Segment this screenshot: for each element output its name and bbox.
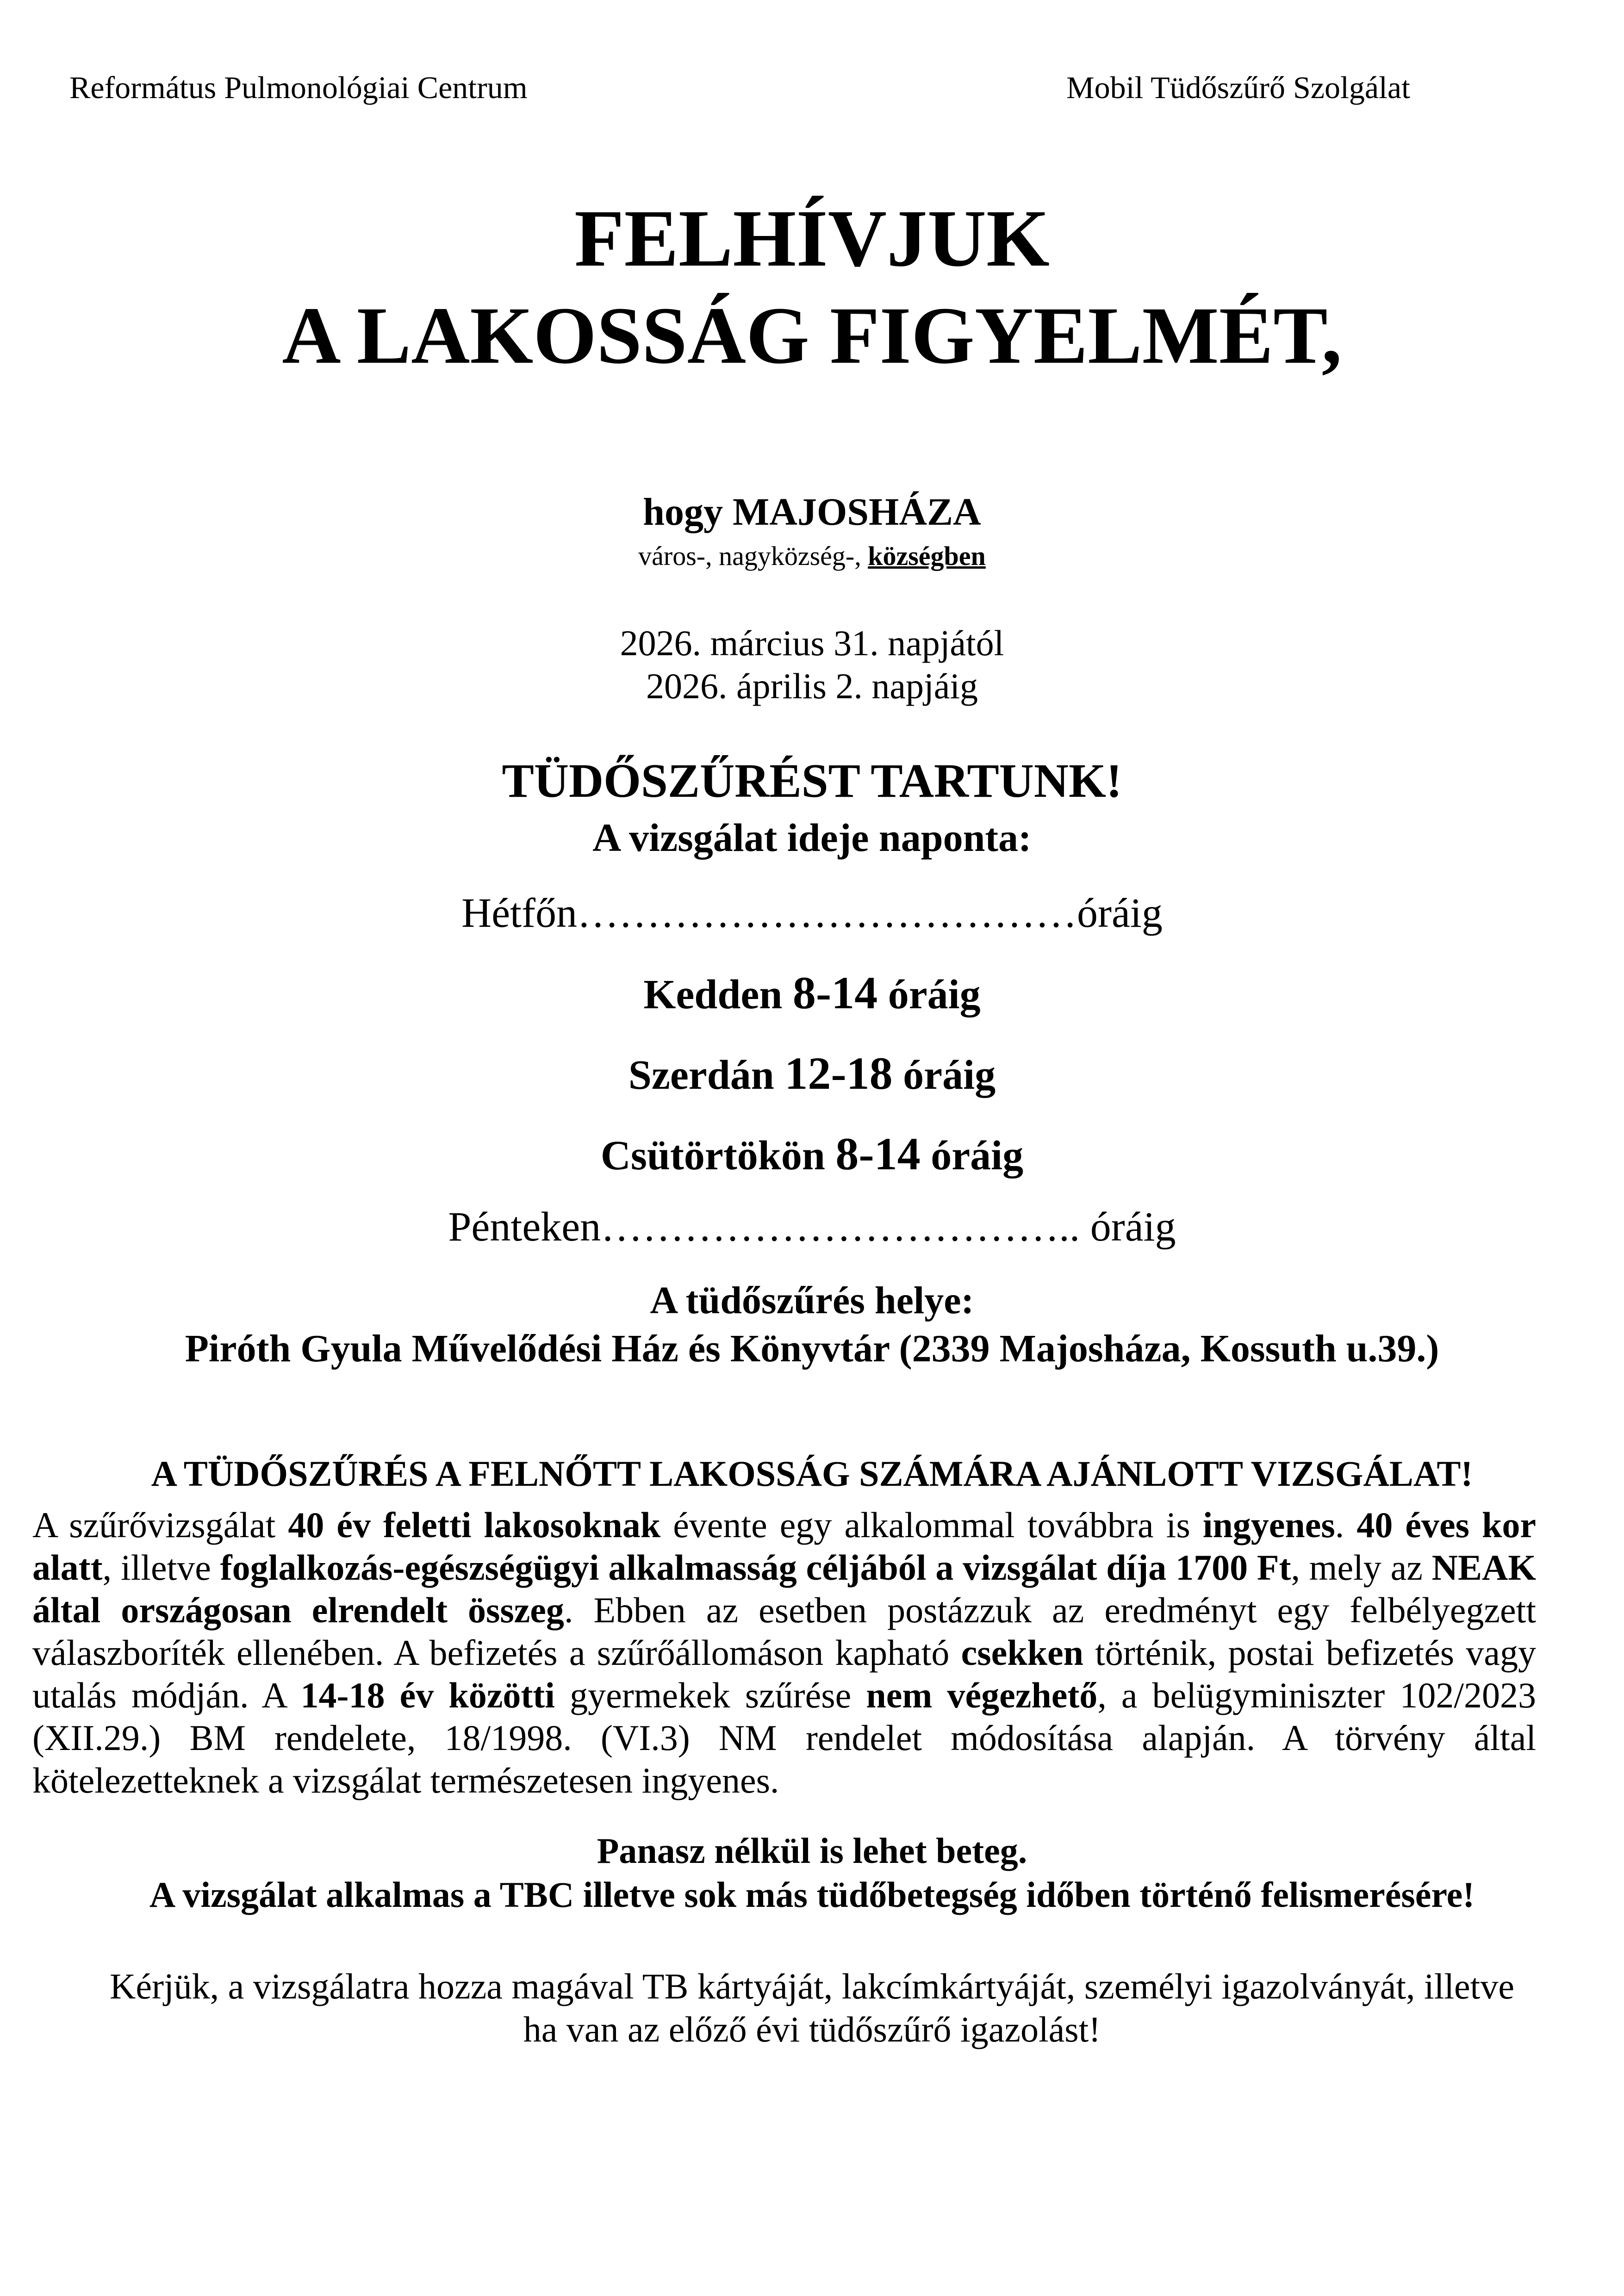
- paragraph-emphasis: ingyenes: [1202, 1505, 1335, 1545]
- venue-heading: A tüdőszűrés helye:: [650, 1279, 974, 1322]
- page-title-line1: FELHÍVJUK: [574, 193, 1050, 284]
- date-from: 2026. március 31. napjától: [620, 623, 1004, 663]
- request-line1: Kérjük, a vizsgálatra hozza magával TB kártyáját, lakcímkártyáját, személyi igazolványát, illetve: [110, 1966, 1514, 2006]
- thursday-day: Csütörtökön: [600, 1133, 825, 1179]
- paragraph-text: . Ebben az esetben postázzuk az eredményt egy felbélyegzett válaszboríték ellenében. A befizetés a szűrőállomáson kapható: [32, 1590, 1536, 1673]
- notice-heading: A TÜDŐSZŰRÉS A FELNŐTT LAKOSSÁG SZÁMÁRA AJÁNLOTT VIZSGÁLAT!: [151, 1453, 1473, 1494]
- location-town: MAJOSHÁZA: [733, 490, 981, 534]
- paragraph-text: gyermekek szűrése: [554, 1675, 866, 1715]
- schedule-monday: Hétfőn………………………………óráig: [461, 890, 1163, 936]
- thursday-hours: 8-14: [835, 1128, 921, 1179]
- date-to: 2026. április 2. napjáig: [646, 666, 978, 706]
- schedule-thursday: [0, 1127, 1624, 1180]
- schedule-friday: Pénteken…………………………….. óráig: [448, 1204, 1176, 1250]
- settlement-type-options: város-, nagyközség-,: [638, 541, 868, 571]
- header-left-org: Református Pulmonológiai Centrum: [69, 70, 528, 105]
- wednesday-suffix: óráig: [903, 1052, 996, 1098]
- venue-name: Piróth Gyula Művelődési Ház és Könyvtár (2339 Majosháza, Kossuth u.39.): [185, 1327, 1439, 1370]
- paragraph-text: , illetve: [102, 1547, 220, 1588]
- tuesday-suffix: óráig: [888, 972, 981, 1018]
- paragraph-emphasis: nem végezhető: [866, 1675, 1098, 1715]
- header-right-org: Mobil Tüdőszűrő Szolgálat: [1066, 70, 1410, 105]
- wednesday-day: Szerdán: [628, 1052, 774, 1098]
- paragraph-text: történik, postai befizetés vagy utalás módján. A: [32, 1632, 1536, 1715]
- notice-paragraph: [32, 1504, 1536, 1802]
- settlement-type-selected: községben: [868, 541, 986, 571]
- paragraph-text: évente egy alkalommal továbbra is: [660, 1505, 1203, 1545]
- request-line2: ha van az előző évi tüdőszűrő igazolást!: [523, 2009, 1101, 2049]
- paragraph-text: A szűrővizsgálat: [32, 1505, 288, 1545]
- schedule-heading: A vizsgálat ideje naponta:: [592, 815, 1032, 860]
- paragraph-emphasis: 40 év feletti lakosoknak: [288, 1505, 661, 1545]
- settlement-type-line: [0, 540, 1624, 571]
- wednesday-hours: 12-18: [784, 1048, 893, 1099]
- paragraph-emphasis: foglalkozás-egészségügyi alkalmasság céljából a vizsgálat díja 1700 Ft: [220, 1547, 1291, 1588]
- tuesday-day: Kedden: [643, 972, 783, 1018]
- paragraph-emphasis: csekken: [961, 1632, 1083, 1673]
- location-prefix: hogy: [643, 490, 723, 534]
- paragraph-text: .: [1335, 1505, 1357, 1545]
- paragraph-text: , mely az: [1291, 1547, 1432, 1588]
- page-title-line2: A LAKOSSÁG FIGYELMÉT,: [282, 291, 1342, 381]
- schedule-wednesday: [0, 1047, 1624, 1100]
- paragraph-text: , a belügyminiszter 102/2023 (XII.29.) BM rendelete, 18/1998. (VI.3) NM rendelet módosítása alapján. A törvény által kötelezetteknek a vizsgálat természetesen ingyenes.: [32, 1675, 1537, 1800]
- paragraph-emphasis: 40 éves kor alatt: [32, 1505, 1537, 1588]
- paragraph-emphasis: 14-18 év közötti: [300, 1675, 555, 1715]
- paragraph-emphasis: NEAK által országosan elrendelt összeg: [32, 1547, 1536, 1630]
- thursday-suffix: óráig: [931, 1133, 1024, 1179]
- announcement: TÜDŐSZŰRÉST TARTUNK!: [502, 754, 1122, 807]
- tuesday-hours: 8-14: [792, 967, 878, 1018]
- closing-line1: Panasz nélkül is lehet beteg.: [597, 1831, 1027, 1871]
- schedule-tuesday: [0, 966, 1624, 1019]
- location-line: [0, 490, 1624, 534]
- closing-line2: A vizsgálat alkalmas a TBC illetve sok más tüdőbetegség időben történő felismerésére!: [149, 1874, 1475, 1915]
